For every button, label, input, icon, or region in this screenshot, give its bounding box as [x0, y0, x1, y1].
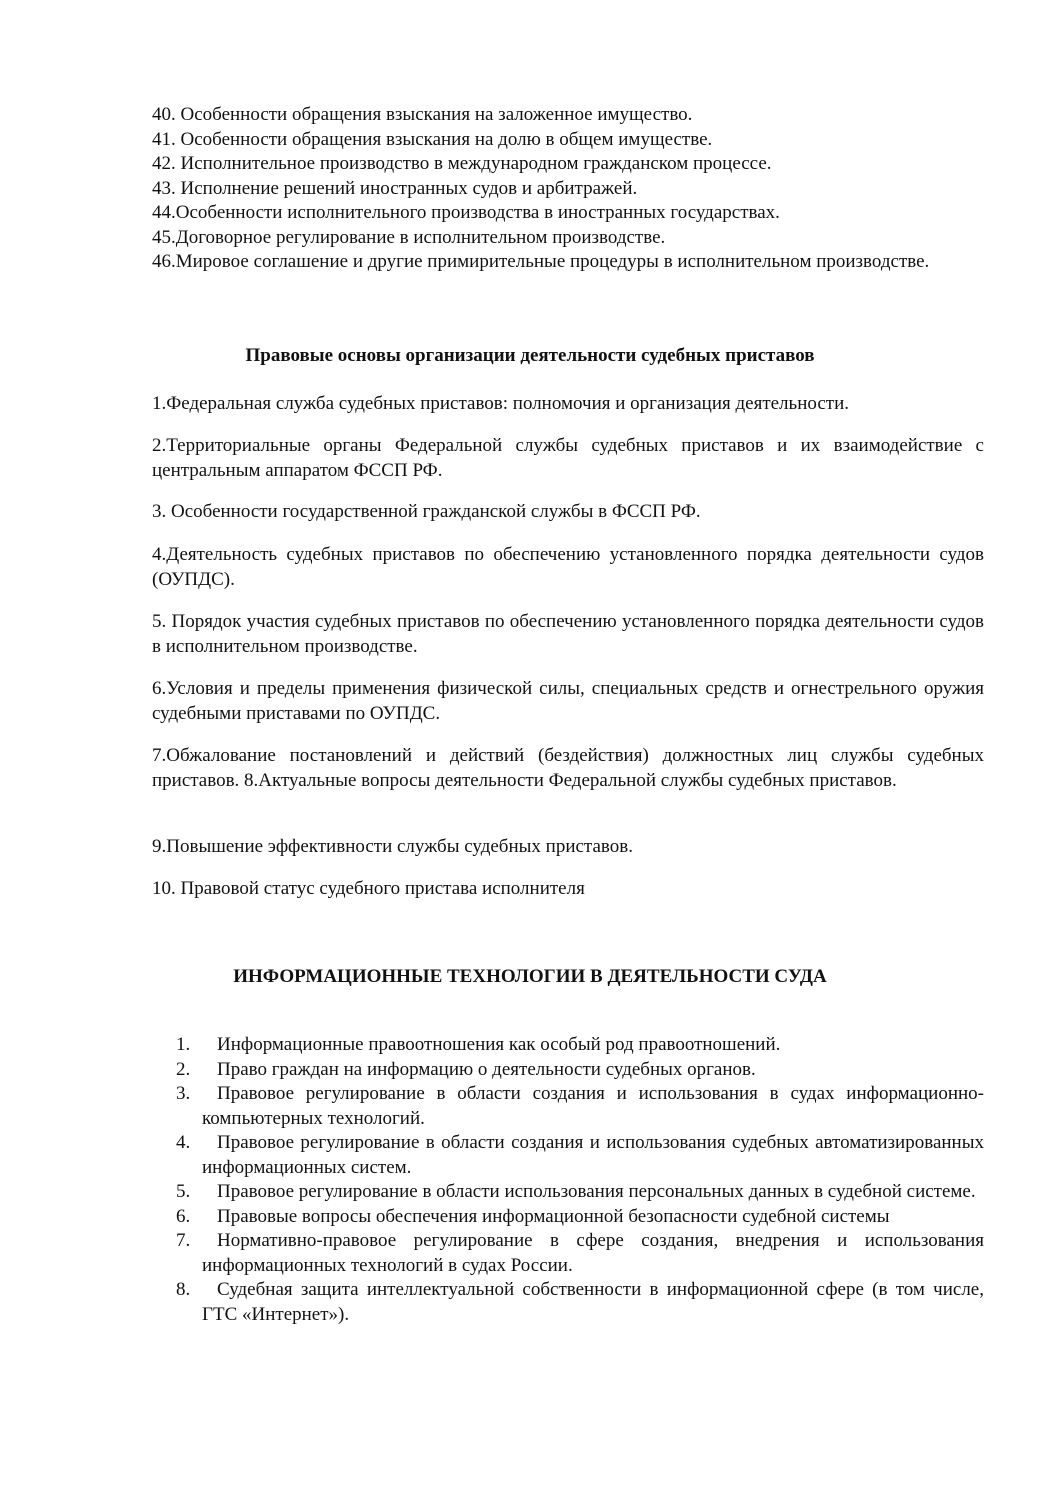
list-item-number: 2. — [176, 1058, 191, 1080]
list-item: 2.Территориальные органы Федеральной службы судебных приставов и их взаимодействие с центральным аппаратом ФССП РФ. — [152, 435, 984, 481]
list-item — [152, 1131, 984, 1180]
list-item-number: 7. — [176, 1230, 191, 1251]
list-item-number: 3. — [176, 1083, 191, 1104]
list-item: 1.Федеральная служба судебных приставов: полномочия и организация деятельности. — [152, 393, 849, 414]
list-item-number: 5. — [176, 1181, 191, 1202]
list-item-number: 8. — [176, 1279, 191, 1300]
list-item — [152, 1229, 984, 1278]
list-item: 46.Мировое соглашение и другие примирительные процедуры в исполнительном производстве. — [152, 251, 930, 272]
list-item — [152, 1082, 984, 1131]
list-item-text: Информационные правоотношения как особый род правоотношений. — [217, 1034, 781, 1055]
list-item: 3. Особенности государственной гражданской службы в ФССП РФ. — [152, 501, 701, 522]
enforcement-topics-list — [152, 103, 984, 275]
list-item: 9.Повышение эффективности службы судебных приставов. — [152, 836, 633, 857]
list-item: 44.Особенности исполнительного производства в иностранных государствах. — [152, 202, 780, 223]
list-item — [152, 1205, 984, 1230]
list-item-number: 4. — [176, 1132, 191, 1153]
list-item: 7.Обжалование постановлений и действий (бездействия) должностных лиц службы судебных приставов. 8.Актуальные вопросы деятельности Федеральной службы судебных приставов. — [152, 745, 984, 791]
list-item-text: Правовое регулирование в области создания и использования в судах информационно-компьютерных технологий. — [202, 1083, 984, 1129]
list-item-text: Правовые вопросы обеспечения информационной безопасности судебной системы — [217, 1205, 890, 1227]
list-item: 10. Правовой статус судебного пристава исполнителя — [152, 878, 585, 899]
list-item: 45.Договорное регулирование в исполнительном производстве. — [152, 226, 666, 248]
list-item — [152, 1058, 984, 1083]
list-item — [152, 1033, 984, 1058]
it-topics-list — [152, 1033, 984, 1327]
list-item-number: 1. — [176, 1034, 191, 1055]
list-item-number: 6. — [176, 1205, 191, 1227]
list-item: 4.Деятельность судебных приставов по обеспечению установленного порядка деятельности судов (ОУПДС). — [152, 544, 984, 590]
list-item: 43. Исполнение решений иностранных судов и арбитражей. — [152, 177, 638, 199]
list-item-text: Правовое регулирование в области создания и использования судебных автоматизированных информационных систем. — [202, 1132, 984, 1178]
list-item-text: Правовое регулирование в области использования персональных данных в судебной системе. — [217, 1181, 976, 1202]
list-item — [152, 1278, 984, 1327]
list-item: 40. Особенности обращения взыскания на заложенное имущество. — [152, 104, 693, 125]
section-heading-bailiffs: Правовые основы организации деятельности судебных приставов — [245, 345, 815, 366]
list-item-text: Нормативно-правовое регулирование в сфере создания, внедрения и использования информационных технологий в судах России. — [202, 1230, 984, 1276]
list-item: 6.Условия и пределы применения физической силы, специальных средств и огнестрельного оружия судебными приставами по ОУПДС. — [152, 678, 984, 724]
list-item-text: Судебная защита интеллектуальной собственности в информационной сфере (в том числе, ГТС «Интернет»). — [202, 1279, 984, 1325]
list-item: 5. Порядок участия судебных приставов по обеспечению установленного порядка деятельности судов в исполнительном производстве. — [152, 611, 984, 657]
list-item: 41. Особенности обращения взыскания на долю в общем имуществе. — [152, 128, 713, 150]
list-item: 42. Исполнительное производство в международном гражданском процессе. — [152, 153, 772, 174]
list-item — [152, 1180, 984, 1205]
list-item-text: Право граждан на информацию о деятельности судебных органов. — [217, 1058, 756, 1080]
section-heading-it: ИНФОРМАЦИОННЫЕ ТЕХНОЛОГИИ В ДЕЯТЕЛЬНОСТИ СУДА — [233, 966, 827, 987]
